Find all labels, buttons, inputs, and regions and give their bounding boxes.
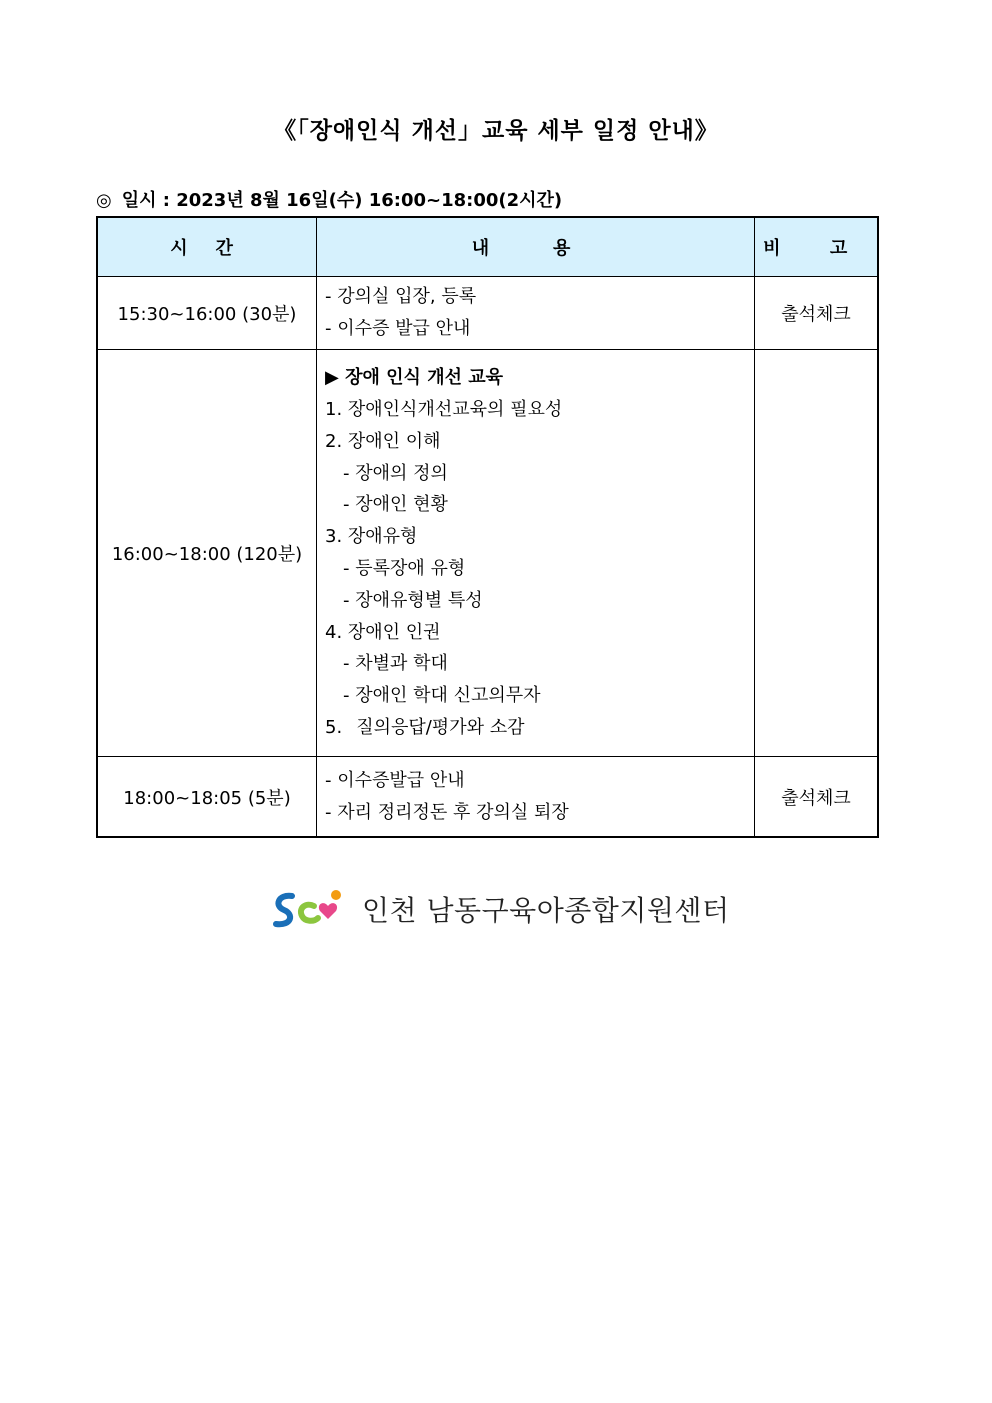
footer-brand [270,884,730,934]
table-header-row [97,217,878,277]
row-note: 출석체크 [755,757,879,838]
content-line: - 자리 정리정돈 후 강의실 퇴장 [325,801,569,823]
header-time: 시 간 [97,217,317,277]
content-subitem: - 장애유형별 특성 [343,589,483,611]
double-circle-icon: ◎ [96,190,112,211]
row-time: 15:30~16:00 (30분) [97,277,317,350]
org-name: 인천 남동구육아종합지원센터 [362,894,730,927]
content-line: - 이수증 발급 안내 [325,318,471,339]
item-text: 질의응답/평가와 소감 [356,716,525,738]
content-subitem: - 장애의 정의 [343,462,448,484]
page-title: 《「장애인식 개선」교육 세부 일정 안내》 [273,118,719,144]
row-content [317,350,755,757]
date-text: 일시 : 2023년 8월 16일(수) 16:00~18:00(2시간) [121,190,563,211]
content-subitem: - 장애인 현황 [343,494,448,516]
content-subitem: - 등록장애 유형 [343,558,466,579]
content-item: 1. 장애인식개선교육의 필요성 [325,399,563,421]
table-row [97,757,878,838]
header-content: 내 용 [317,217,755,277]
table-row [97,277,878,350]
row-content [317,757,755,838]
row-note [755,350,879,757]
content-item: 2. 장애인 이해 [325,430,441,452]
content-line: - 이수증발급 안내 [325,769,465,791]
schedule-date [96,186,562,212]
content-heading: ▶ 장애 인식 개선 교육 [325,367,504,389]
sd-logo-icon [270,886,348,932]
content-subitem: - 차별과 학대 [343,653,448,675]
content-item: 4. 장애인 인권 [325,621,441,643]
content-item [325,712,746,744]
content-line: - 강의실 입장, 등록 [325,286,477,308]
schedule-table [96,216,879,838]
content-subitem: - 장애인 학대 신고의무자 [343,685,541,707]
content-item: 3. 장애유형 [325,526,418,548]
item-number: 5. [325,716,343,738]
row-time: 16:00~18:00 (120분) [97,350,317,757]
row-note: 출석체크 [755,277,879,350]
row-time: 18:00~18:05 (5분) [97,757,317,838]
header-note: 비 고 [755,217,879,277]
table-row [97,350,878,757]
row-content [317,277,755,350]
